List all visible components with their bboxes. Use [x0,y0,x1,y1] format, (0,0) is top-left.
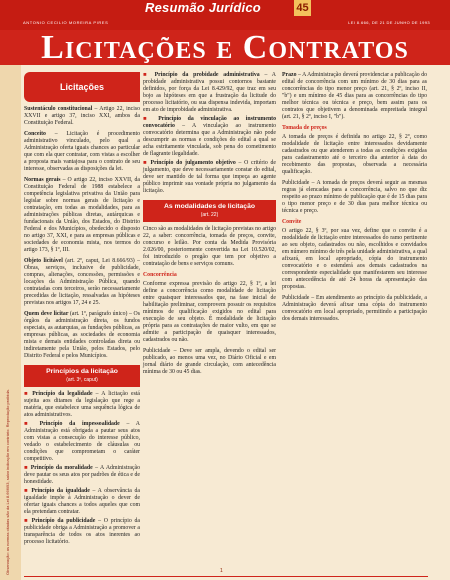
subsection-title: As modalidades de licitação [163,203,256,210]
term: Objeto licitável [24,258,63,264]
subsection-heading [143,200,276,222]
paragraph-text: (art. 2º, caput, Lei 8.666/93) – Obras, serviços, inclusive de publicidade, compras, alienações, concessões, permissões e locações da Administração Pública, quando contratadas com terceiros, serão necessariamente precedidas de licitação, ressalvadas as hipóteses previstas nos artigos 17, 24 e 25. [24,258,140,306]
paragraph-text: – O artigo 22, inciso XXVII, da Constituição Federal de 1988 estabelece a competência legislativa privativa da União para legislar sobre normas gerais de licitação e contratação, em todas as modalidades, para as administrações públicas diretas, autárquicas e fundacionais da União, dos Estados, do Distrito Federal e dos Municípios, obedecido o disposto no artigo 37, XXI, e para as empresas públicas e sociedades de economia mista, nos termos do artigo 173, § 1º, III. [24,177,140,253]
term: Princípio da impessoalidade [39,421,120,427]
term: Princípio da probidade administrativa [154,72,260,78]
rubric-heading: Convite [282,219,302,225]
list-item [143,116,276,158]
paragraph [24,131,140,173]
author-name: ANTONIO CECILIO MOREIRA PIRES [23,20,109,25]
paragraph: O artigo 22, § 3º, por sua vez, define que o convite é a modalidade de licitação entre interessados do ramo pertinente ao seu objeto, cadastrados ou não, escolhidos e convidados em número mínimo de três pela unidade administrativa, a qual afixará, em local apropriado, cópia do instrumento convocatório e o estenderá aos demais cadastrados na correspondente especialidade que manifestarem seu interesse com antecedência de até 24 horas da apresentação das propostas. [282,228,427,290]
item-text: – A vinculação ao instrumento convocatório determina que a Administração não pode descumprir as normas e condições do edital a qual se acha estritamente vinculada, sob pena do cometimento de flagrante ilegalidade. [143,123,276,157]
paragraph [24,177,140,254]
page-title: Licitações e Contratos [41,29,409,66]
item-text: – A Administração deve pautar os seus atos por padrões de ética e de honestidade. [24,465,140,485]
subsection-title: Princípios da licitação [46,368,118,375]
law-reference: LEI 8.666, DE 21 DE JUNHO DE 1993 [348,20,430,25]
subsection-heading [24,365,140,387]
paragraph-text: – Licitação é procedimento administrativo vinculado, pelo qual a Administração oferta iguais chances ao particular que com ela quer contratar, com vistas a escolher a proposta mais vantajosa para o contrato de seu interesse, observadas as disposições da lei. [24,131,140,172]
term: Princípio da publicidade [31,518,96,524]
term: Princípio da igualdade [31,488,90,494]
paragraph [24,106,140,127]
item-text: – A Administração está obrigada a pautar seus atos com vistas a consecução do interesse público, vedado o estabelecimento de cláusulas ou condições que comprometam o caráter competitivo. [24,421,140,462]
sidebar-legal-note: Observação: as normas citadas são da Lei 8.666/93, salvo indicação em contrário. Reprodução proibida. [5,389,10,575]
column-1 [24,72,140,548]
paragraph: Publicidade – A tomada de preços deverá seguir as mesmas regras já elencadas para a concorrência, salvo no que diz respeito ao prazo mínimo de publicação que é de 15 dias para o tipo menor preço e de 30 dias para melhor técnica ou técnica e preço. [282,180,427,214]
item-text: – O critério de julgamento, que deve necessariamente constar do edital, deve ser mantido de tal forma que impeça ao agente público imprimir sua vontade própria no julgamento da licitação. [143,160,277,194]
paragraph: A tomada de preços é definida no artigo 22, § 2º, como modalidade de licitação entre interessados devidamente cadastrados ou que atenderem a todas as condições exigidas para cadastramento até o terceiro dia anterior à data do recebimento das propostas, observada a necessária qualificação. [282,134,427,175]
column-2 [143,72,276,380]
page-number: 1 [220,568,223,574]
subsection-ref: (art. 3º, caput) [66,377,98,383]
list-item [24,488,140,516]
term: Princípio da moralidade [30,465,93,471]
term: Sustentáculo constitucional [24,106,93,112]
item-text: – A observância da igualdade impõe à Administração o dever de ofertar iguais chances a todos aqueles que com ela pretendam contratar. [24,488,140,515]
column-3 [282,72,427,327]
term: Princípio do julgamento objetivo [150,160,236,166]
list-item [24,465,140,486]
paragraph: Conforme expressa previsão do artigo 22, § 1º, a lei define a concorrência como modalidade de licitação entre quaisquer interessados que, na fase inicial de habilitação preliminar, comprovem possuir os requisitos mínimos de qualificação exigidos no edital para execução de seu objeto. É modalidade de licitação própria para as contratações de maior vulto, em que se admite a participação de quaisquer interessados, cadastrados ou não. [143,281,276,343]
term: Conceito [24,131,46,137]
paragraph: Publicidade – Em atendimento ao princípio da publicidade, a Administração deverá afixar uma cópia do instrumento convocatório em local apropriado, permitindo a participação dos demais interessados. [282,295,427,322]
term: Princípio da vinculação ao instrumento convocatório [143,116,277,129]
series-number: 45 [294,0,311,16]
term: Quem deve licitar [24,311,69,317]
list-item [143,160,276,195]
item-text: – A probidade administrativa possui contornos bastante definidos, por força da Lei 8.429/92, que traz em seu bojo as hipóteses em que a frustração da licitude do processo licitatório, ou sua dispensa indevida, importam em ato de improbidade administrativa. [143,72,276,113]
list-item [24,421,140,463]
list-item [143,72,276,114]
paragraph [24,311,140,360]
section-heading: Licitações [24,72,140,102]
left-sidebar [0,65,21,580]
item-text: – O princípio da publicidade obriga a Administração a promover a transparência de todos os atos inerentes ao processo licitatório. [24,518,140,545]
term: Prazo [282,72,297,78]
rubric-heading: Tomada de preços [282,125,327,131]
paragraph: Cinco são as modalidades de licitação previstas no artigo 22, a saber: concorrência, tomada de preços, convite, concurso e leilão. Por conta da Medida Provisória 2.026/00, posteriormente convertida na Lei 10.520/02, foi introduzido o pregão que tem por objetivo a contratação de bens e serviços comuns. [143,226,276,267]
term: Princípio da legalidade [32,391,93,397]
subsection-ref: (art. 22) [200,212,219,218]
paragraph: Publicidade – Deve ser ampla, devendo o edital ser publicado, ao menos uma vez, no Diário Oficial e em jornal diário de grande circulação, com antecedência mínima de 30 ou 45 dias. [143,348,276,375]
paragraph-text: – A Administração deverá providenciar a publicação do edital de concorrência com um mínimo de 30 dias para as concorrências do tipo menor preço (art. 21, § 2º, inciso II, "b") e um mínimo de 45 dias para as concorrências do tipo melhor técnica ou técnica e preço, bem assim para os contratos que objetivem a denominada empreitada integral (art. 21, § 2º, inciso I, "b"). [282,72,427,120]
bottom-rule [24,576,428,577]
paragraph [24,258,140,307]
series-title: Resumão Jurídico [145,0,261,15]
item-text: – A licitação está sujeita aos ditames da legislação que rege a matéria, que estabelece uma sequência lógica de atos administrativos. [24,391,141,418]
paragraph-text: (art. 1º, parágrafo único) – Os órgãos da administração direta, os fundos especiais, as autarquias, as fundações públicas, as empresas públicas, as sociedades de economia mista e demais entidades controladas direta ou indiretamente pela União, pelos Estados, pelo Distrito Federal e pelos Municípios. [24,311,140,359]
list-item [24,391,140,419]
list-item [24,518,140,546]
rubric-heading: Concorrência [143,272,177,278]
paragraph [282,72,427,121]
term: Normas gerais [24,177,61,183]
paragraph-text: – Artigo 22, inciso XXVII e artigo 37, inciso XXI, ambos da Constituição Federal. [24,106,140,126]
